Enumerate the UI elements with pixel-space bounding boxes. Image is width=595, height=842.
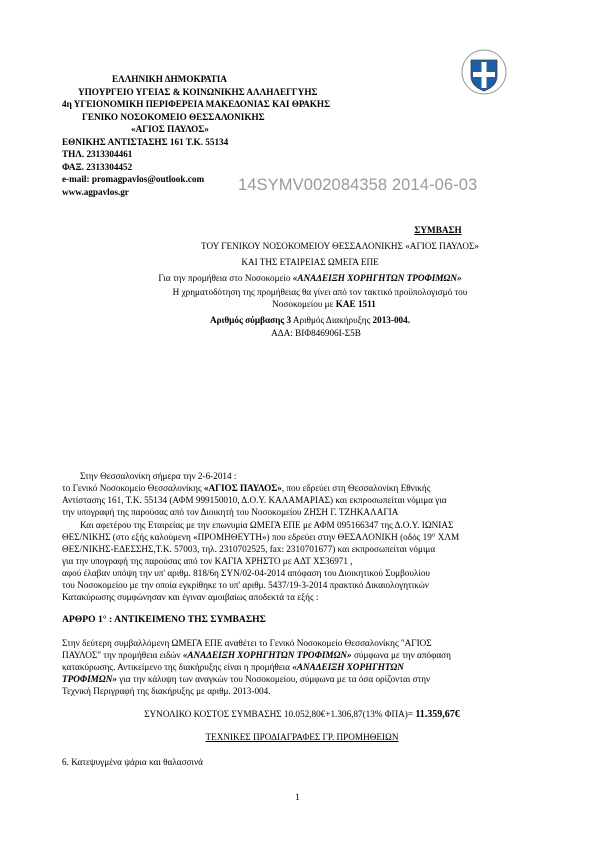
article1-line3-text: κατακύρωσης. Αντικείμενο της διακήρυξης είναι η προμήθεια — [62, 662, 293, 672]
article1-body — [62, 637, 542, 697]
p2-line3: ΘΕΣ/ΝΙΚΗΣ-ΕΔΕΣΣΗΣ,Τ.Κ. 57003, τηλ. 2310702525, fax: 2310701677) και εκπροσωπείται νόμιμα — [62, 544, 436, 554]
p2-line7: Κατακύρωσης συμφώνησαν και έγιναν αμοιβαίως αποδεκτά τα εξής : — [62, 592, 319, 602]
header-hospital-name: «ΑΓΙΟΣ ΠΑΥΛΟΣ» — [131, 124, 209, 134]
article1-line1: Στην δεύτερη συμβαλλόμενη ΩΜΕΓΑ ΕΠΕ αναθέτει το Γενικό Νοσοκομείο Θεσσαλονίκης "ΑΓΙΟΣ — [62, 638, 432, 648]
header-website[interactable]: www.agpavlos.gr — [62, 186, 129, 197]
contract-line2: ΚΑΙ ΤΗΣ ΕΤΑΙΡΕΙΑΣ ΩΜΕΓΑ ΕΠΕ — [241, 257, 379, 267]
p1-line1: Στην Θεσσαλονίκη σήμερα την 2-6-2014 : — [80, 471, 237, 481]
p2-line5: αφού έλαβαν υπόψη την υπ' αριθμ. 818/6η ΣΥΝ/02-04-2014 απόφαση του Διοικητικού Συμβουλίου — [62, 568, 430, 578]
technical-specs-link[interactable]: ΤΕΧΝΙΚΕΣ ΠΡΟΔΙΑΓΡΑΦΕΣ ΓΡ. ΠΡΟΜΗΘΕΙΩΝ — [205, 732, 399, 742]
p2-line2: ΘΕΣ/ΝΙΚΗΣ (στο εξής καλούμενη «ΠΡΟΜΗΘΕΥΤΗ») που εδρεύει στην ΘΕΣΑΛΟΝΙΚΗ (οδός 19° ΧΛΜ — [62, 532, 460, 542]
p1-line3: Αντίστασης 161, Τ.Κ. 55134 (ΑΦΜ 999150010, Δ.Ο.Υ. ΚΑΛΑΜΑΡΙΑΣ) και εκπροσωπείται νόμιμα για — [62, 495, 447, 505]
p2-line1: Και αφετέρου της Εταιρείας με την επωνυμία ΩΜΕΓΑ ΕΠΕ με ΑΦΜ 095166347 της Δ.Ο.Υ. ΙΩΝΙΑΣ — [80, 520, 454, 530]
article1-line5: Τεχνική Περιγραφή της διακήρυξης με αριθμ. 2013-004. — [62, 686, 271, 696]
p1-line2-rest: , που εδρεύει στη Θεσσαλονίκη Εθνικής — [281, 483, 431, 493]
p1-line2-text: το Γενικό Νοσοκομείο Θεσσαλονίκης — [62, 483, 204, 493]
contract-line5 — [80, 298, 554, 310]
p1-line2-hospital: «ΑΓΙΟΣ ΠΑΥΛΟΣ» — [203, 483, 282, 493]
contract-line3-subject: «ΑΝΑΔΕΙΞΗ ΧΟΡΗΓΗΤΩΝ ΤΡΟΦΙΜΩΝ» — [292, 273, 462, 283]
article1-line3-subject: «ΑΝΑΔΕΙΞΗ ΧΟΡΗΓΗΤΩΝ — [292, 662, 404, 672]
article1-line4-text: για την κάλυψη των αναγκών του Νοσοκομείου, σύμφωνα με τα όσα ορίζονται στην — [116, 674, 431, 684]
total-cost-value: 11.359,67€ — [415, 709, 460, 720]
article1-title: ΑΡΘΡΟ 1° : ΑΝΤΙΚΕΙΜΕΝΟ ΤΗΣ ΣΥΜΒΑΣΗΣ — [62, 614, 266, 625]
contract-title: ΣΥΜΒΑΣΗ — [414, 225, 462, 235]
contract-line3-text: Για την προμήθεια στο Νοσοκομείο — [158, 273, 293, 283]
article1-line4 — [62, 673, 542, 685]
article1-line2-subject: «ΑΝΑΔΕΙΞΗ ΧΟΡΗΓΗΤΩΝ ΤΡΟΦΙΜΩΝ» — [182, 650, 352, 660]
p1-line2 — [62, 482, 542, 494]
article1-line2-rest: σύμφωνα με την απόφαση — [351, 650, 451, 660]
header-fax: ΦΑΞ. 2313304452 — [62, 161, 133, 172]
contract-line6 — [80, 314, 540, 326]
header-region: 4η ΥΓΕΙΟΝΟΜΙΚΗ ΠΕΡΙΦΕΡΕΙΑ ΜΑΚΕΔΟΝΙΑΣ ΚΑΙ ΘΡΑΚΗΣ — [62, 99, 331, 109]
agreement-paragraph-2 — [62, 519, 542, 603]
total-cost-label: ΣΥΝΟΛΙΚΟ ΚΟΣΤΟΣ ΣΥΜΒΑΣΗΣ 10.052,80€+1.306,87(13% ΦΠΑ)= — [144, 709, 416, 719]
contract-kae: ΚΑΕ 1511 — [335, 299, 376, 309]
article1-line4-subject: ΤΡΟΦΙΜΩΝ» — [62, 674, 117, 684]
header-address: ΕΘΝΙΚΗΣ ΑΝΤΙΣΤΑΣΗΣ 161 Τ.Κ. 55134 — [62, 136, 229, 147]
contract-tender-label: Αριθμός Διακήρυξης — [291, 315, 373, 325]
item-6: 6. Κατεψυγμένα ψάρια και θαλασσινά — [62, 757, 203, 767]
header-ministry: ΥΠΟΥΡΓΕΙΟ ΥΓΕΙΑΣ & ΚΟΙΝΩΝΙΚΗΣ ΑΛΛΗΛΕΓΓΥΗΣ — [78, 86, 318, 97]
agreement-paragraph-1 — [62, 470, 542, 518]
contract-number: Αριθμός σύμβασης 3 — [209, 315, 292, 325]
header-republic: ΕΛΛΗΝΙΚΗ ΔΗΜΟΚΡΑΤΙΑ — [112, 74, 227, 84]
p1-line4: την υπογραφή της παρούσας από τον Διοικητή του Νοσοκομείου ΖΗΣΗ Γ. ΤΖΗΚΑΛΑΓΙΑ — [62, 507, 399, 517]
p2-line4: για την υπογραφή της παρούσας από τον ΚΑΓΙΑ ΧΡΗΣΤΟ με ΑΔΤ ΧΣ36971 , — [62, 556, 353, 566]
header-hospital: ΓΕΝΙΚΟ ΝΟΣΟΚΟΜΕΙΟ ΘΕΣΣΑΛΟΝΙΚΗΣ — [82, 111, 265, 122]
contract-line3 — [80, 272, 540, 284]
registry-stamp: 14SYMV002084358 2014-06-03 — [238, 176, 478, 194]
p2-line6: του Νοσοκομείου με την οποία εγκρίθηκε το υπ' αριθμ. 5437/19-3-2014 πρακτικό Δικαιολογητικών — [62, 580, 429, 590]
page-number: 1 — [295, 793, 300, 803]
contract-line4: Η χρηματοδότηση της προμήθειας θα γίνει από τον τακτικό προϋπολογισμό του — [172, 287, 468, 297]
total-cost-line — [62, 708, 542, 721]
contract-line5-text: Νοσοκομείου με — [272, 299, 336, 309]
article1-line2-text: ΠΑΥΛΟΣ" την προμήθεια ειδών — [62, 650, 183, 660]
contract-tender-number: 2013-004. — [372, 315, 411, 325]
contract-ada: ΑΔΑ: ΒΙΦ846906Ι-Σ5Β — [271, 328, 361, 338]
header-phone: ΤΗΛ. 2313304461 — [62, 149, 133, 159]
article1-line2 — [62, 649, 542, 661]
article1-line3 — [62, 661, 542, 673]
header-email[interactable]: e-mail: promagpavlos@outlook.com — [62, 174, 205, 184]
contract-line1: ΤΟΥ ΓΕΝΙΚΟΥ ΝΟΣΟΚΟΜΕΙΟΥ ΘΕΣΣΑΛΟΝΙΚΗΣ «ΑΓΙΟΣ ΠΑΥΛΟΣ» — [201, 241, 479, 251]
